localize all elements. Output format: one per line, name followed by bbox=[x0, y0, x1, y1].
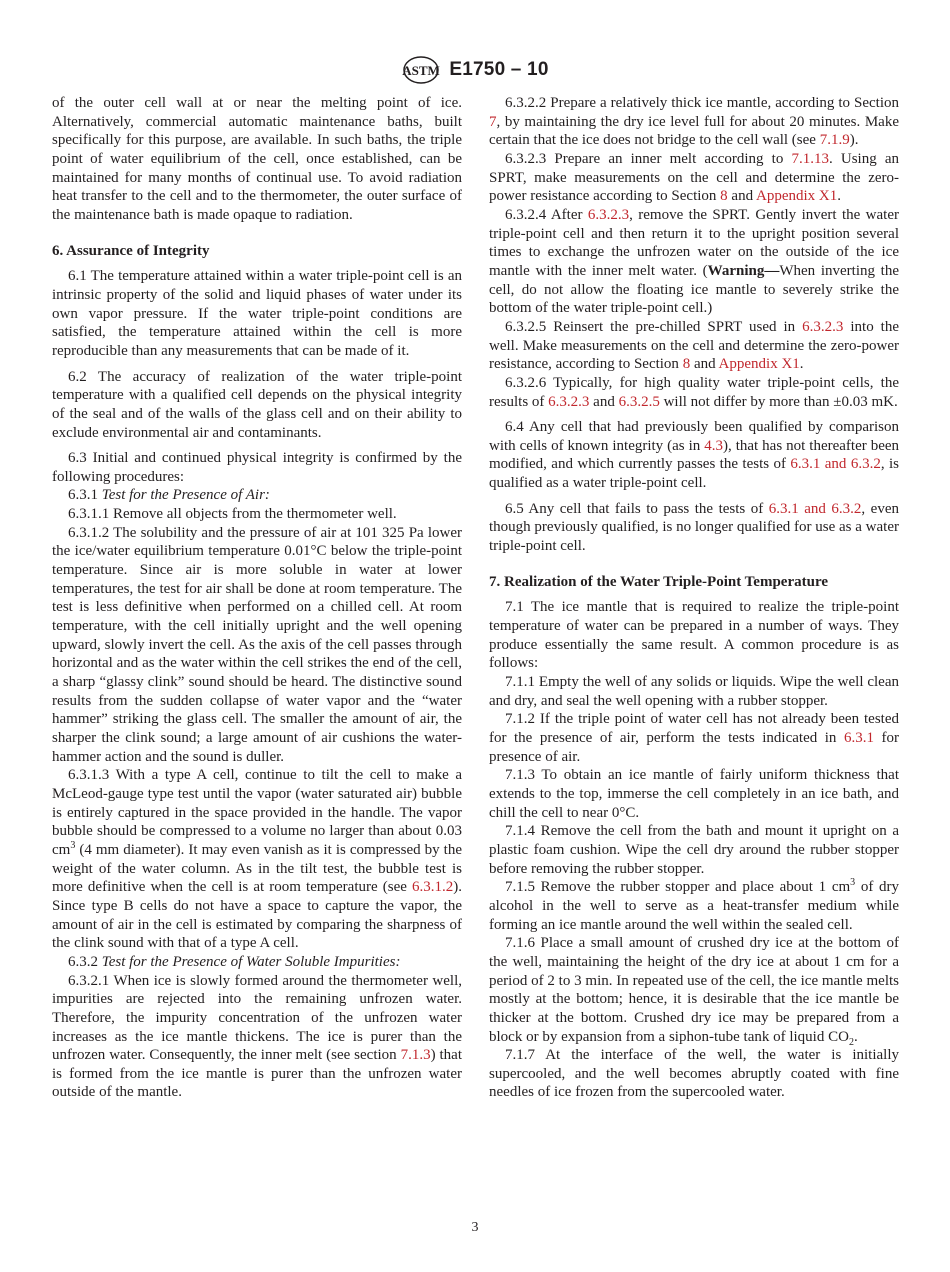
section-heading-6: 6. Assurance of Integrity bbox=[52, 242, 210, 259]
paragraph-6-3-2-4 bbox=[489, 206, 899, 318]
subscript: 2 bbox=[848, 1036, 854, 1048]
paragraph-7-1-4 bbox=[489, 822, 899, 878]
text-run: , even though previously qualified, is no longer qualified for use as a water triple-point cell. bbox=[489, 500, 899, 555]
text-run: 6.3.1.3 With a type A cell, continue to tilt the cell to make a McLeod-gauge type test until the vapor (water saturated air) bubble is entirely captured in the space provided in the handle. The vapor bubble should be compressed to a volume no larger than about 0.03 cm bbox=[52, 767, 462, 858]
text-run: , remove the SPRT. Gently invert the water triple-point cell and then return it to the upright position several times to exchange the unfrozen water on the outside of the ice mantle with the inner melt water. ( bbox=[489, 206, 899, 279]
left-column bbox=[52, 94, 462, 1102]
text-run: will not differ by more than ±0.03 mK. bbox=[659, 393, 898, 410]
text-run: 6.3.2.2 Prepare a relatively thick ice mantle, according to Section bbox=[505, 95, 899, 111]
cross-reference-link[interactable]: 6.3.1 and 6.3.2 bbox=[790, 456, 881, 473]
paragraph-7-1-5 bbox=[489, 878, 899, 934]
paragraph-6-4 bbox=[489, 418, 899, 493]
paragraph-6-3-1-1 bbox=[52, 505, 462, 524]
paragraph-6-3-1 bbox=[52, 486, 462, 505]
document-id: E1750 – 10 bbox=[449, 59, 549, 80]
cross-reference-link[interactable]: Appendix X1 bbox=[756, 188, 838, 205]
paragraph-6-3-1-2 bbox=[52, 524, 462, 767]
page-number: 3 bbox=[471, 1220, 479, 1235]
paragraph-7-1-3 bbox=[489, 766, 899, 822]
text-run: (4 mm diameter). It may even vanish as it is compressed by the weight of the water column. As in the tilt test, the bubble test is more definitive when the cell is at room temperature (see bbox=[52, 841, 462, 896]
text-run: When inverting the cell, do not allow the floating ice mantle to severely strike the bottom of the water triple-point cell.) bbox=[489, 262, 899, 317]
paragraph-7-1-1 bbox=[489, 673, 899, 710]
paragraph-6-3-2 bbox=[52, 953, 462, 972]
text-run: 6.3.1.2 The solubility and the pressure of air at 101 325 Pa lower the ice/water equilibrium temperature 0.01°C below the triple-point temperature. Since air is more soluble in water at lower temperatures, the test for air shall be done at room temperature. The test is less definitive when performed on a chilled cell. At room temperature, with the cell initially upright and the well opening upward, slowly invert the cell. As the axis of the cell passes through horizontal and as the water within the cell strikes the end of the cell, a sharp “glassy clink” sound should be heard. The distinctive sound results from the sudden collapse of water vapor and the “water hammer” striking the glass cell. The smaller the amount of air, the sharper the clink sound; a large amount of air cushions the water-hammer action and the sound is duller. bbox=[52, 524, 462, 765]
paragraph-6-3-2-1 bbox=[52, 972, 462, 1103]
paragraph-6-3-2-6 bbox=[489, 374, 899, 411]
text-run: ), that has not thereafter been modified, and which currently passes the tests of bbox=[489, 437, 900, 473]
text-run: . bbox=[837, 188, 842, 205]
paragraph-7-1 bbox=[489, 598, 899, 673]
text-run: , by maintaining the dry ice level full for about 20 minutes. Make certain that the ice does not bridge to the cell wall (see bbox=[489, 113, 899, 149]
section-heading-7: 7. Realization of the Water Triple-Point Temperature bbox=[489, 573, 828, 590]
text-run: 7.1.6 Place a small amount of crushed dry ice at the bottom of the well, maintaining the height of the dry ice at about 1 cm for a period of 2 to 3 min. In repeated use of the cell, the ice mantle melts mostly at the bottom; hence, it is desirable that the ice mantle be thicker at the bottom. Crushed dry ice may be prepared from a block or by expansion from a siphon-tube tank of liquid CO bbox=[489, 935, 899, 1045]
text-run: . Using an SPRT, make measurements on the cell and determine the zero-power resistance according to Section bbox=[489, 150, 900, 205]
text-run: for presence of air. bbox=[489, 730, 899, 765]
text-run: and bbox=[727, 188, 757, 205]
paragraph-6-3-2-2 bbox=[489, 94, 899, 150]
text-run: 6.3.2.1 When ice is slowly formed around the thermometer well, impurities are rejected into the remaining unfrozen water. Therefore, the impurity concentration of the unfrozen water increases as the ice mantle thickens. The ice is purer than the unfrozen water. Consequently, the inner melt (see section bbox=[52, 972, 462, 1064]
paragraph-6-5 bbox=[489, 500, 899, 556]
paragraph-7-1-7 bbox=[489, 1046, 899, 1102]
cross-reference-link[interactable]: 8 bbox=[682, 356, 691, 373]
paragraph-6-3-1-3 bbox=[52, 766, 462, 953]
paragraph-6-3-2-3 bbox=[489, 150, 899, 206]
paragraph-7-1-6 bbox=[489, 934, 899, 1046]
cross-reference-link[interactable]: 6.3.2.5 bbox=[618, 393, 660, 410]
text-run: 7.1.1 Empty the well of any solids or liquids. Wipe the well clean and dry, and seal the well opening with a rubber stopper. bbox=[489, 674, 899, 709]
text-run: ) that is formed from the ice mantle is purer than the unfrozen water outside of the mantle. bbox=[52, 1047, 462, 1101]
cross-reference-link[interactable]: 6.3.2.3 bbox=[802, 318, 844, 335]
text-run: of the outer cell wall at or near the melting point of ice. Alternatively, commercial automatic maintenance baths, built specifically for this purpose, are available. In such baths, the triple point of water equilibrium of the cell, once established, can be maintained for many months of continual use. To avoid radiation heat transfer to the cell and to the thermometer, the outer surface of the maintenance bath is made opaque to radiation. bbox=[52, 95, 462, 223]
text-run: 6.2 The accuracy of realization of the water triple-point temperature with a qualified cell depends on the physical integrity of the seal and of the walls of the glass cell and on their ability to exclude environmental air and contaminants. bbox=[52, 368, 462, 441]
paragraph-6-3 bbox=[52, 449, 462, 486]
text-run: 6.3.2.5 Reinsert the pre-chilled SPRT used in bbox=[505, 318, 803, 335]
astm-logo-icon bbox=[401, 54, 441, 86]
bold-text: Warning— bbox=[707, 262, 780, 279]
text-run: and bbox=[690, 356, 719, 373]
cross-reference-link[interactable]: 6.3.1 and 6.3.2 bbox=[768, 500, 862, 517]
text-run: 6.3.1 bbox=[68, 487, 102, 504]
cross-reference-link[interactable]: 7.1.3 bbox=[400, 1047, 431, 1064]
text-run: 7.1.7 At the interface of the well, the water is initially supercooled, and the well becomes abruptly coated with fine needles of ice frozen from the supercooled water. bbox=[489, 1047, 899, 1101]
cross-reference-link[interactable]: 7.1.9 bbox=[819, 132, 850, 149]
cross-reference-link[interactable]: 6.3.2.3 bbox=[587, 206, 630, 223]
cross-reference-link[interactable]: 8 bbox=[720, 188, 728, 205]
text-run: 7.1.2 If the triple point of water cell has not already been tested for the presence of air, perform the tests indicated in bbox=[489, 711, 899, 746]
text-run: 6.1 The temperature attained within a water triple-point cell is an intrinsic property of the solid and liquid phases of water under its own vapor pressure. If the water triple-point conditions are satisfied, the temperature attained within the cell is more reproducible than any measurements that can be made of it. bbox=[52, 268, 462, 359]
text-run: of dry alcohol in the well to serve as a heat-transfer medium while forming an ice mantle around the well within the sealed cell. bbox=[489, 879, 899, 933]
text-run: . bbox=[799, 356, 804, 373]
cross-reference-link[interactable]: Appendix X1 bbox=[718, 356, 800, 373]
text-run: , is qualified as a water triple-point cell. bbox=[489, 456, 899, 492]
paragraph-6-1 bbox=[52, 267, 462, 360]
paragraph-6-3-2-5 bbox=[489, 318, 899, 374]
text-run: 6.3.2.4 After bbox=[505, 206, 588, 223]
superscript: 3 bbox=[70, 839, 76, 851]
cross-reference-link[interactable]: 6.3.1 bbox=[843, 730, 874, 746]
cross-reference-link[interactable]: 4.3 bbox=[704, 437, 723, 454]
text-run: 6.3.2 bbox=[68, 953, 102, 970]
cross-reference-link[interactable]: 6.3.2.3 bbox=[548, 393, 590, 410]
text-run: 7.1 The ice mantle that is required to realize the triple-point temperature of water can be prepared in a number of ways. They produce essentially the same result. A common procedure is as follows: bbox=[489, 599, 899, 672]
text-run: 7.1.3 To obtain an ice mantle of fairly uniform thickness that extends to the top, immerse the cell completely in an ice bath, and chill the cell to near 0°C. bbox=[489, 767, 899, 821]
svg-text:ASTM: ASTM bbox=[402, 63, 441, 78]
text-run: into the well. Make measurements on the cell and determine the zero-power resistance, according to Section bbox=[489, 318, 900, 373]
cross-reference-link[interactable]: 7 bbox=[489, 113, 497, 130]
text-run: 7.1.4 Remove the cell from the bath and mount it upright on a plastic foam cushion. Wipe the cell dry around the rubber stopper before removing the rubber stopper. bbox=[489, 823, 899, 877]
paragraph-7-1-2 bbox=[489, 710, 899, 766]
text-run: 6.3.2.6 Typically, for high quality water triple-point cells, the results of bbox=[489, 374, 899, 410]
italic-text: Test for the Presence of Air: bbox=[101, 487, 270, 504]
text-run: 6.5 Any cell that fails to pass the tests of bbox=[505, 500, 769, 517]
text-run: 6.4 Any cell that had previously been qualified by comparison with cells of known integrity (as in bbox=[489, 419, 899, 454]
text-run: 7.1.5 Remove the rubber stopper and place about 1 cm bbox=[505, 879, 851, 896]
cross-reference-link[interactable]: 7.1.13 bbox=[791, 150, 829, 167]
superscript: 3 bbox=[850, 877, 856, 889]
paragraph-6-2 bbox=[52, 368, 462, 443]
text-run: ). bbox=[849, 132, 859, 149]
right-column bbox=[489, 94, 899, 1102]
italic-text: Test for the Presence of Water Soluble Impurities: bbox=[101, 953, 401, 970]
text-run: 6.3.2.3 Prepare an inner melt according to bbox=[505, 150, 792, 167]
page-header bbox=[0, 54, 950, 86]
paragraph bbox=[52, 94, 462, 225]
text-run: 6.3.1.1 Remove all objects from the thermometer well. bbox=[68, 506, 397, 523]
text-run: 6.3 Initial and continued physical integrity is confirmed by the following procedures: bbox=[52, 450, 462, 485]
text-run: ). Since type B cells do not have a space to capture the vapor, the amount of air in the cell is estimated by comparing the sharpness of the clink sound with that of a type A cell. bbox=[52, 879, 462, 952]
cross-reference-link[interactable]: 6.3.1.2 bbox=[412, 879, 454, 896]
text-run: and bbox=[589, 393, 619, 410]
text-run: . bbox=[853, 1028, 858, 1045]
